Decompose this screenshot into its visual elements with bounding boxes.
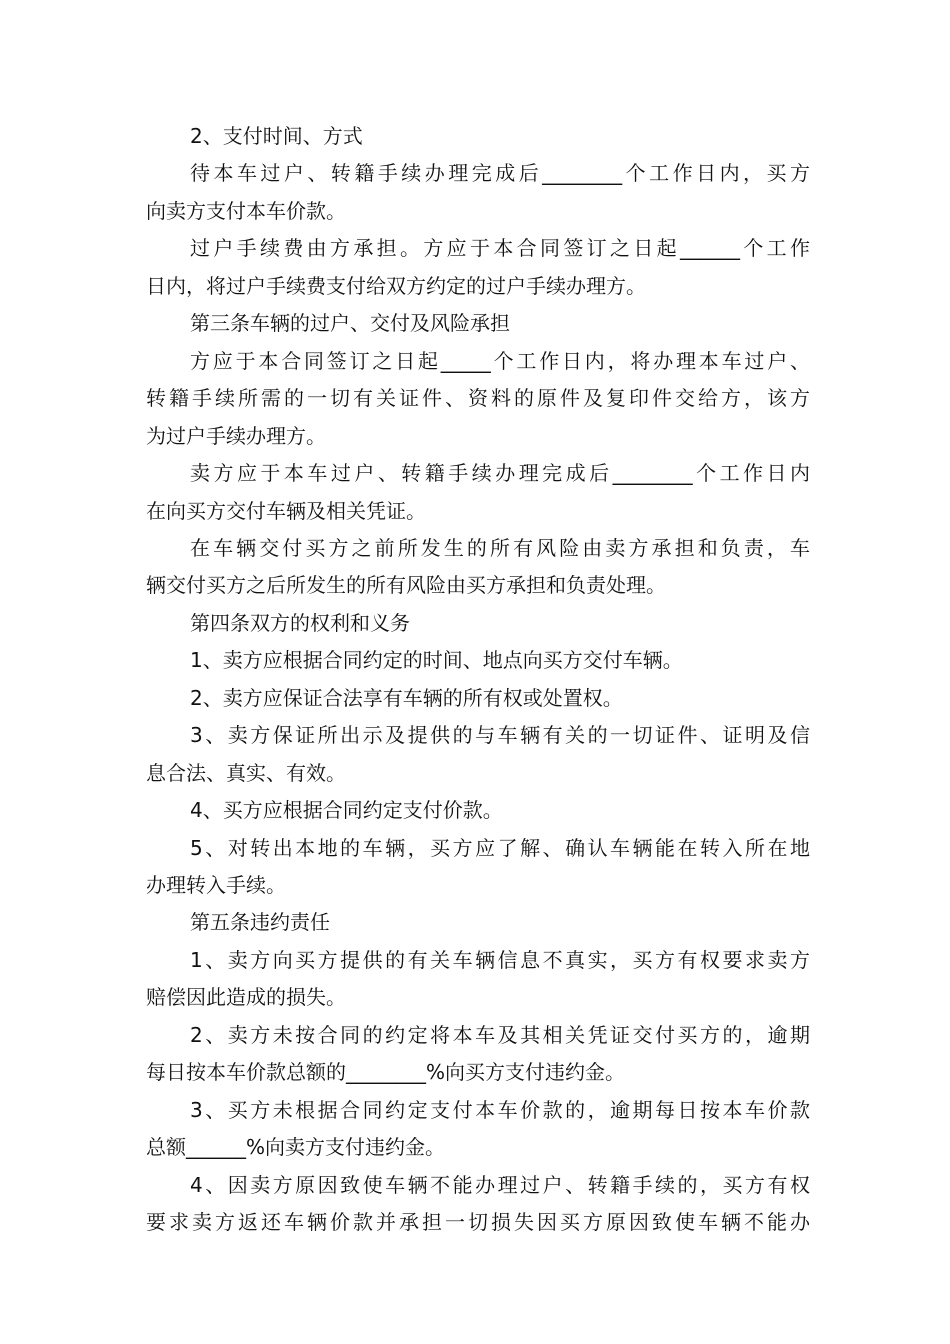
document-line: 在车辆交付买方之前所发生的所有风险由卖方承担和负责，车 [190, 536, 810, 560]
document-line: 办理转入手续。 [146, 873, 286, 897]
document-line: 向卖方支付本车价款。 [146, 199, 346, 223]
document-line: 2、支付时间、方式 [190, 124, 363, 148]
section-heading: 第四条双方的权利和义务 [190, 611, 410, 635]
document-line: 每日按本车价款总额的________%向买方支付违约金。 [146, 1060, 626, 1084]
document-line: 过户手续费由方承担。方应于本合同签订之日起______个工作 [190, 236, 810, 260]
document-line: 在向买方交付车辆及相关凭证。 [146, 499, 426, 523]
document-line: 辆交付买方之后所发生的所有风险由买方承担和负责处理。 [146, 573, 666, 597]
document-line: 卖方应于本车过户、转籍手续办理完成后________个工作日内 [190, 461, 810, 485]
section-heading: 第五条违约责任 [190, 910, 330, 934]
document-line: 2、卖方应保证合法享有车辆的所有权或处置权。 [190, 686, 623, 710]
document-line: 3、卖方保证所出示及提供的与车辆有关的一切证件、证明及信 [190, 723, 810, 747]
document-line: 2、卖方未按合同的约定将本车及其相关凭证交付买方的，逾期 [190, 1023, 810, 1047]
document-line: 3、买方未根据合同约定支付本车价款的，逾期每日按本车价款 [190, 1098, 810, 1122]
document-line: 赔偿因此造成的损失。 [146, 985, 346, 1009]
document-line: 转籍手续所需的一切有关证件、资料的原件及复印件交给方，该方 [146, 386, 810, 410]
document-line: 5、对转出本地的车辆，买方应了解、确认车辆能在转入所在地 [190, 836, 810, 860]
document-line: 4、买方应根据合同约定支付价款。 [190, 798, 503, 822]
document-line: 日内，将过户手续费支付给双方约定的过户手续办理方。 [146, 274, 646, 298]
document-line: 为过户手续办理方。 [146, 424, 326, 448]
document-line: 息合法、真实、有效。 [146, 761, 346, 785]
document-line: 总额______%向卖方支付违约金。 [146, 1135, 446, 1159]
document-line: 待本车过户、转籍手续办理完成后________个工作日内，买方 [190, 161, 810, 185]
document-line: 方应于本合同签订之日起_____个工作日内，将办理本车过户、 [190, 349, 810, 373]
document-line: 1、卖方应根据合同约定的时间、地点向买方交付车辆。 [190, 648, 683, 672]
section-heading: 第三条车辆的过户、交付及风险承担 [190, 311, 510, 335]
document-line: 要求卖方返还车辆价款并承担一切损失因买方原因致使车辆不能办 [146, 1210, 810, 1234]
document-line: 1、卖方向买方提供的有关车辆信息不真实，买方有权要求卖方 [190, 948, 810, 972]
document-line: 4、因卖方原因致使车辆不能办理过户、转籍手续的，买方有权 [190, 1173, 810, 1197]
